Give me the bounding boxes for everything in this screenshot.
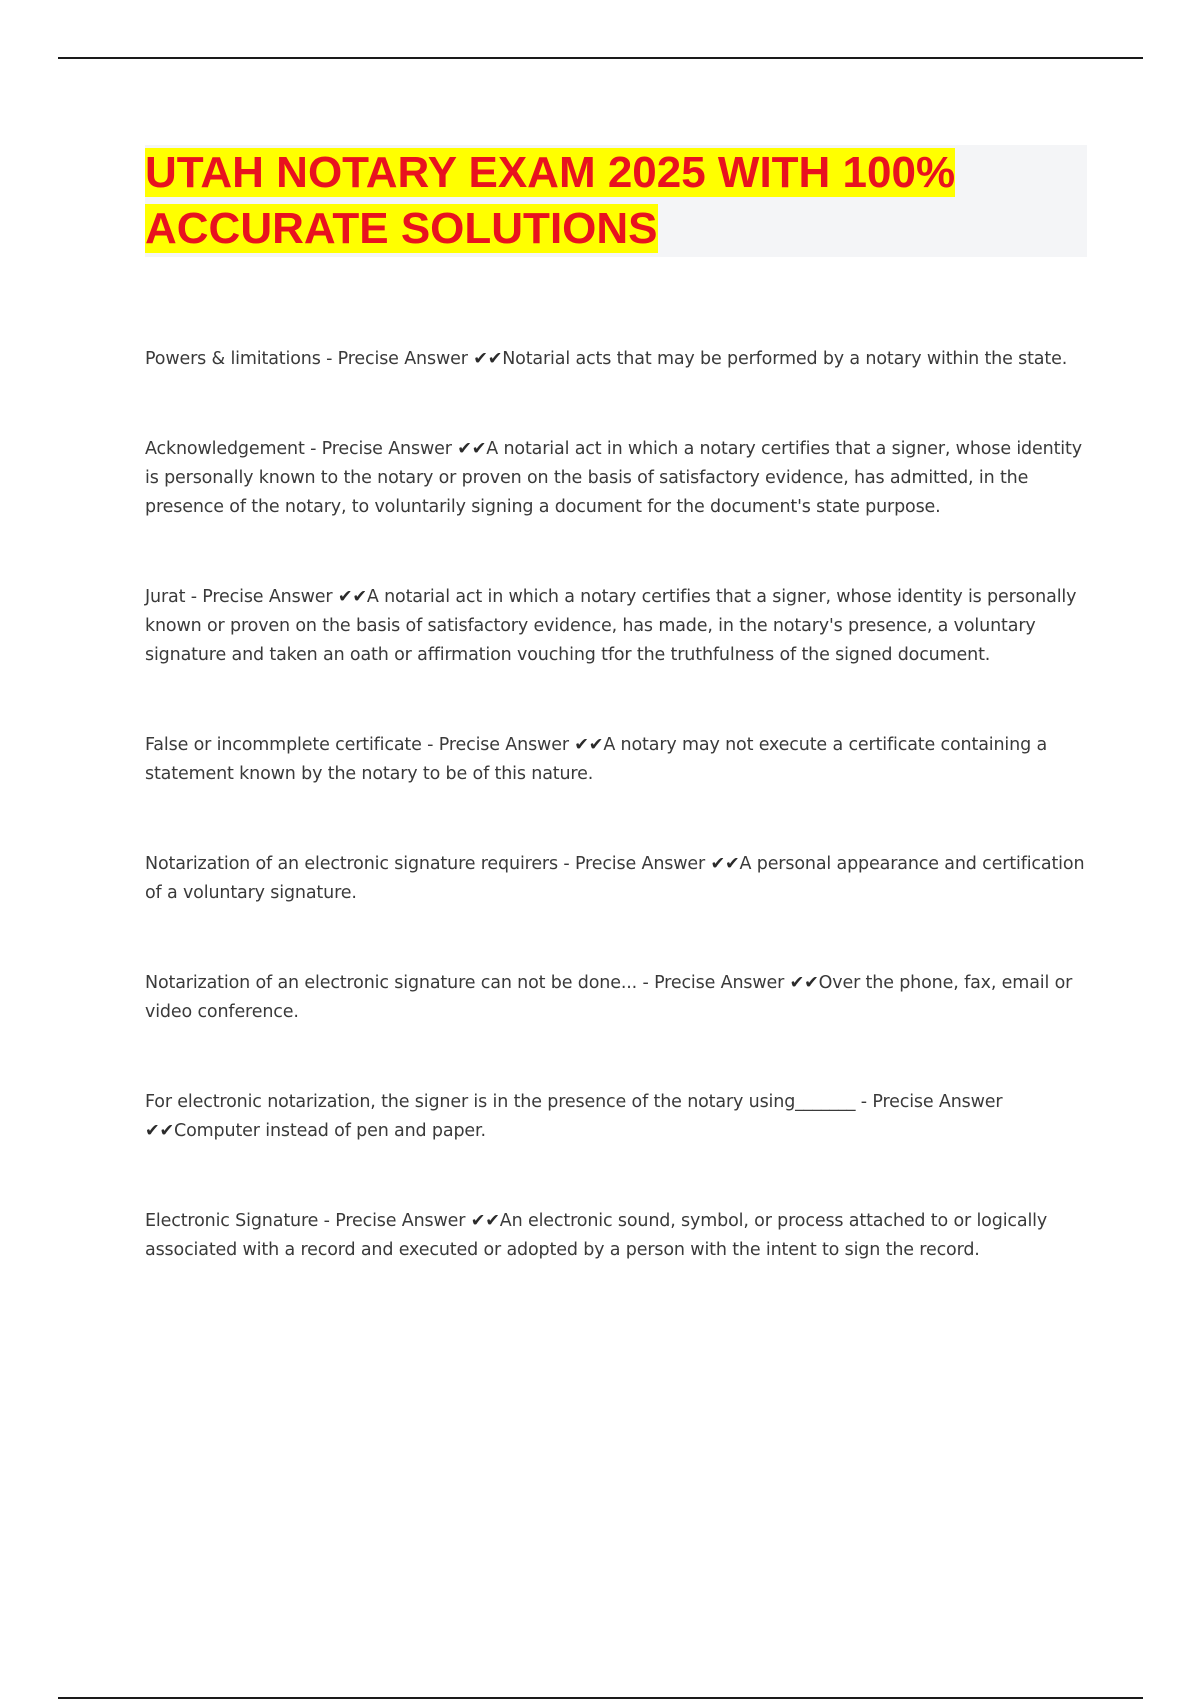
top-rule: [58, 57, 1143, 59]
qa-separator: - Precise Answer: [185, 587, 338, 607]
qa-answer: An electronic sound, symbol, or process attached to or logically associated with a record and executed or adopted by a person with the intent to sign the record.: [145, 1211, 1048, 1260]
qa-term: Notarization of an electronic signature requirers: [145, 854, 558, 874]
qa-separator: - Precise Answer: [421, 735, 575, 755]
qa-answer: A notary may not execute a certificate containing a statement known by the notary to be of this nature.: [145, 735, 1048, 784]
qa-item: [145, 1207, 1085, 1265]
check-icon: ✔✔: [457, 439, 487, 459]
bottom-rule: [58, 1697, 1143, 1699]
title-line-1: UTAH NOTARY EXAM 2025 WITH 100%: [145, 148, 956, 197]
check-icon: ✔✔: [473, 349, 503, 369]
qa-answer: A notarial act in which a notary certifies that a signer, whose identity is personally known or proven on the basis of satisfactory evidence, has made, in the notary's presence, a voluntary signature and taken an oath or affirmation vouching tfor the truthfulness of the signed document.: [145, 587, 1077, 665]
qa-item: [145, 435, 1085, 522]
qa-answer: Computer instead of pen and paper.: [174, 1121, 486, 1141]
qa-answer: A personal appearance and certification of a voluntary signature.: [145, 854, 1085, 903]
qa-item: [145, 731, 1085, 789]
qa-item: [145, 583, 1085, 670]
qa-separator: - Precise Answer: [318, 1211, 471, 1231]
qa-term: Jurat: [145, 587, 186, 607]
qa-item: [145, 850, 1085, 908]
qa-term: False or incommplete certificate: [145, 735, 422, 755]
qa-term: For electronic notarization, the signer is in the presence of the notary using_______: [145, 1092, 856, 1112]
check-icon: ✔✔: [710, 854, 740, 874]
qa-item: [145, 345, 1085, 374]
qa-separator: - Precise Answer: [304, 439, 458, 459]
check-icon: ✔✔: [337, 587, 367, 607]
title-block: [145, 145, 1087, 257]
qa-list: [145, 345, 1085, 1265]
qa-separator: - Precise Answer: [637, 973, 790, 993]
qa-term: Acknowledgement: [145, 439, 305, 459]
qa-separator: - Precise Answer: [855, 1092, 1003, 1112]
qa-answer: A notarial act in which a notary certifies that a signer, whose identity is personally known to the notary or proven on the basis of satisfactory evidence, has admitted, in the presence of the notary, to voluntarily signing a document for the document's state purpose.: [145, 439, 1082, 517]
qa-separator: - Precise Answer: [557, 854, 711, 874]
qa-term: Notarization of an electronic signature can not be done...: [145, 973, 638, 993]
qa-answer: Over the phone, fax, email or video conference.: [145, 973, 1073, 1022]
qa-term: Electronic Signature: [145, 1211, 319, 1231]
qa-item: [145, 969, 1085, 1027]
check-icon: ✔✔: [145, 1121, 175, 1141]
check-icon: ✔✔: [789, 973, 819, 993]
qa-answer: Notarial acts that may be performed by a notary within the state.: [502, 349, 1068, 369]
check-icon: ✔✔: [574, 735, 604, 755]
document-title: [145, 145, 1087, 257]
qa-term: Powers & limitations: [145, 349, 321, 369]
check-icon: ✔✔: [470, 1211, 500, 1231]
qa-separator: - Precise Answer: [320, 349, 474, 369]
qa-item: [145, 1088, 1085, 1146]
title-line-2: ACCURATE SOLUTIONS: [145, 204, 658, 253]
